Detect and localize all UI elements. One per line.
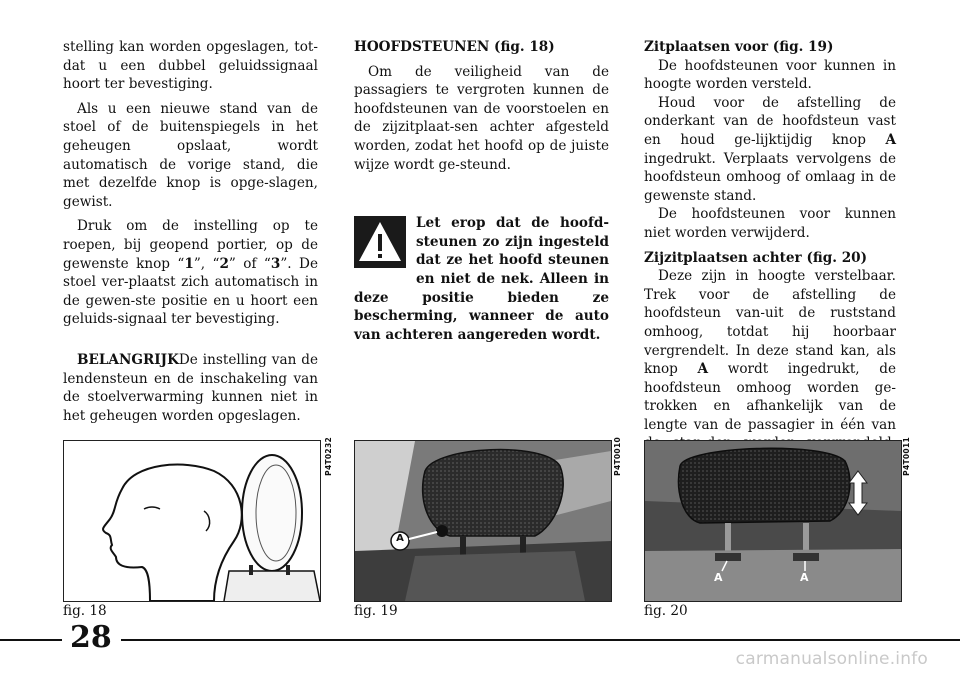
text-column-2 [354,38,609,344]
section-heading: Zijzitplaatsen achter (fig. 20) [644,249,868,266]
footer-rule [121,639,960,641]
callout-a: A [714,571,723,584]
figure-code: P4T0010 [613,437,622,476]
important-label: BELANGRIJK [77,351,179,368]
figure-18-head-profile [63,440,321,602]
footer-rule [0,639,62,641]
paragraph: Houd voor de afstelling de onderkant van de hoofdsteun vast en houd ge-lijktijdig knop A ingedrukt. Verplaats vervolgens de hoofdsteun omhoog of omlaag in de gewenste stand. [644,94,896,204]
warning-text: Let erop dat de hoofd-steunen zo zijn ingesteld dat ze het hoofd steunen en niet de nek. Alleen in deze positie bieden ze bescherming, wanneer de auto van achteren aangereden wordt. [354,215,609,343]
paragraph: Als u een nieuwe stand van de stoel of de buitenspiegels in het geheugen opslaat, wordt automatisch de vorige stand, die met dezelfde knop is opge-slagen, gewist. [63,100,318,210]
figure-caption: fig. 18 [63,603,107,619]
important-note: BELANGRIJKDe instelling van de lendensteun en de inschakeling van de stoelverwarming kunnen niet in het geheugen worden opgeslagen. [63,351,318,424]
head-profile-illustration [64,441,320,601]
callout-a: A [396,533,404,544]
paragraph: Deze zijn in hoogte verstelbaar. Trek voor de afstelling de hoofdsteun van-uit de ruststand omhoog, totdat hij hoorbaar vergrendelt. In deze stand kan, als knop A wordt ingedrukt, de hoofdsteun omhoog worden ge-trokken en afhankelijk van de lengte van de passagier in één van [644,268,896,433]
paragraph: Om de veiligheid van de passagiers te vergroten kunnen de hoofdsteunen van de voorstoelen en de zijzitplaat-sen achter afgesteld worden, zodat het hoofd op de juiste wijze wordt ge-steund. [354,63,609,173]
warning-box [354,214,609,344]
paragraph: De hoofdsteunen voor kunnen niet worden verwijderd. [644,206,896,241]
rear-headrest-photo [645,441,901,601]
callout-a: A [800,571,809,584]
figure-caption: fig. 20 [644,603,688,619]
paragraph: De hoofdsteunen voor kunnen in hoogte worden versteld. [644,57,896,93]
paragraph: stelling kan worden opgeslagen, tot-dat u een dubbel geluidssignaal hoort ter bevestiging. [63,39,318,93]
page-number: 28 [70,620,112,655]
figure-caption: fig. 19 [354,603,398,619]
figure-20-rear-headrest [644,440,902,602]
front-headrest-photo [355,441,611,601]
figure-19-front-headrest [354,440,612,602]
watermark: carmanualsonline.info [735,649,928,669]
section-heading: HOOFDSTEUNEN (fig. 18) [354,39,555,55]
figure-code: P4T0232 [324,437,333,476]
section-heading: Zitplaatsen voor (fig. 19) [644,39,834,55]
text-column-1 [63,38,318,425]
paragraph: Druk om de instelling op te roepen, bij geopend portier, op de gewenste knop “1”, “2” of “3”. De stoel ver-plaatst zich automatisch in de gewen-ste positie en u hoort een geluids-signaal ter bevestiging. [63,218,318,328]
warning-triangle-icon [354,216,406,268]
figure-code: P4T0011 [902,437,911,476]
